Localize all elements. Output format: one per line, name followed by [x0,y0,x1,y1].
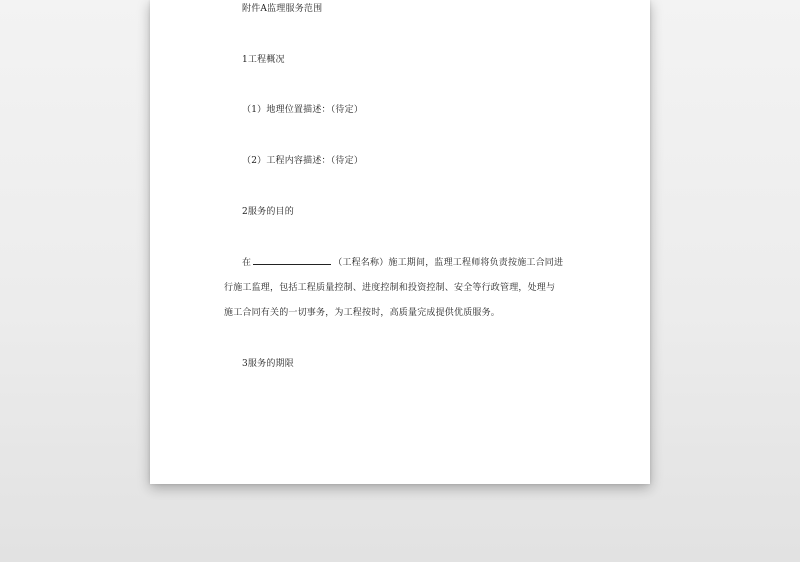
attachment-title: 附件A监理服务范围 [242,4,323,14]
section-3-heading: 3服务的期限 [242,359,294,369]
section-1-heading: 1工程概况 [242,55,285,65]
project-name-blank [253,256,331,265]
section-2-heading: 2服务的目的 [242,207,294,217]
paragraph-prefix: 在 [242,258,252,268]
document-page [150,0,650,484]
item-1-location: （1）地理位置描述：（待定） [242,105,364,115]
paragraph-line-3: 施工合同有关的一切事务，为工程按时，高质量完成提供优质服务。 [224,308,501,318]
paragraph-line-1 [242,255,563,268]
paragraph-line-2: 行施工监理，包括工程质量控制、进度控制和投资控制、安全等行政管理，处理与 [224,283,556,293]
paragraph-line-1-text: （工程名称）施工期间，监理工程师将负责按施工合同进 [333,258,564,268]
item-2-content: （2）工程内容描述：（待定） [242,156,364,166]
